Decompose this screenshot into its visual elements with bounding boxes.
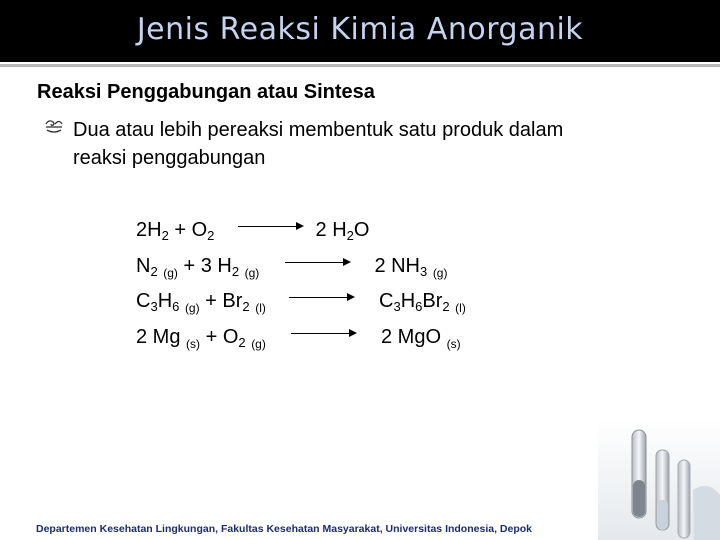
eq2-term: + 3 H bbox=[177, 255, 232, 277]
section-heading: Reaksi Penggabungan atau Sintesa bbox=[37, 81, 375, 103]
eq2-sub: 2 bbox=[231, 264, 240, 279]
eq3-sub: 3 bbox=[393, 299, 401, 314]
eq3-sub: 2 bbox=[442, 299, 450, 314]
ornament-bullet-icon bbox=[44, 116, 64, 136]
equation-2 bbox=[136, 255, 447, 280]
eq1-sub: 2 bbox=[161, 228, 169, 243]
eq4-term: 2 Mg bbox=[136, 326, 187, 348]
eq3-term: H bbox=[400, 290, 416, 312]
eq1-sub: 2 bbox=[207, 228, 215, 243]
reaction-arrow-icon bbox=[238, 220, 304, 234]
eq4-term: 2 Mg bbox=[380, 326, 426, 348]
eq4-sub: 2 bbox=[238, 335, 246, 350]
eq1-term: 2 H bbox=[315, 219, 347, 241]
equation-1 bbox=[136, 219, 369, 243]
phase-label: (g) bbox=[244, 266, 260, 280]
phase-label: (s) bbox=[446, 337, 461, 351]
reaction-arrow-icon bbox=[291, 327, 357, 341]
phase-label: (l) bbox=[255, 301, 266, 315]
reaction-arrow-icon bbox=[285, 256, 351, 270]
title-divider bbox=[0, 64, 720, 67]
equation-4 bbox=[136, 326, 461, 351]
eq3-sub: 6 bbox=[172, 299, 180, 314]
bullet-line-1: Dua atau lebih pereaksi membentuk satu produk dalam bbox=[73, 119, 564, 141]
bullet-line-2: reaksi penggabungan bbox=[73, 147, 266, 169]
footer-credit: Departemen Kesehatan Lingkungan, Fakultas Kesehatan Masyarakat, Universitas Indonesia, Depok bbox=[36, 523, 532, 535]
reaction-arrow-icon bbox=[289, 291, 355, 305]
eq1-sub: 2 bbox=[346, 228, 354, 243]
phase-label: (g) bbox=[163, 266, 178, 280]
phase-label: (l) bbox=[455, 301, 466, 315]
phase-label: (s) bbox=[186, 337, 201, 351]
slide-title: Jenis Reaksi Kimia Anorganik bbox=[136, 12, 584, 47]
eq3-term: Br bbox=[422, 290, 443, 312]
eq3-sub: 6 bbox=[415, 299, 423, 314]
eq3-term: + Br bbox=[199, 290, 243, 312]
eq2-sub: 2 bbox=[150, 264, 158, 279]
test-tubes-photo bbox=[598, 420, 720, 540]
eq2-sub: 3 bbox=[420, 264, 428, 279]
phase-label: (g) bbox=[251, 337, 266, 351]
eq3-sub: 3 bbox=[150, 299, 158, 314]
phase-label: (g) bbox=[184, 301, 200, 315]
eq3-term: H bbox=[157, 290, 173, 312]
eq2-term: 2 NH bbox=[374, 255, 421, 277]
eq1-term: O bbox=[353, 219, 370, 241]
equation-3 bbox=[136, 290, 466, 315]
eq2-term: N bbox=[136, 255, 151, 277]
eq3-term: C bbox=[136, 290, 151, 312]
eq1-term: + O bbox=[168, 219, 208, 241]
eq4-term: + O bbox=[200, 326, 239, 348]
eq1-term: 2H bbox=[136, 219, 162, 241]
eq3-term: C bbox=[379, 290, 394, 312]
phase-label: (g) bbox=[432, 266, 448, 280]
eq3-sub: 2 bbox=[242, 299, 250, 314]
title-bar bbox=[0, 0, 720, 62]
eq4-term: O bbox=[425, 326, 447, 348]
bullet-text bbox=[73, 116, 673, 172]
